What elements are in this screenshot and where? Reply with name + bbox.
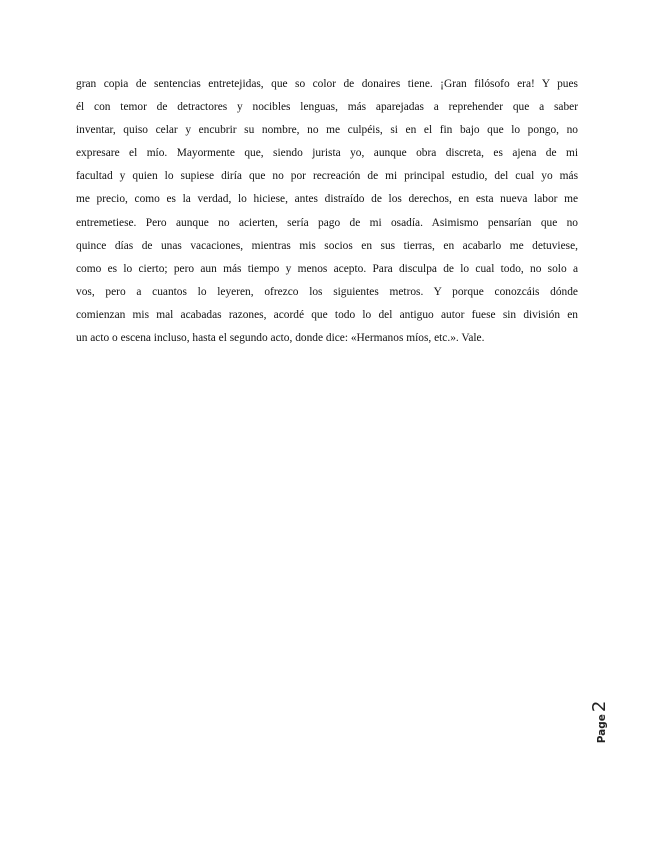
text-line-8: quince días de unas vacaciones, mientras mis socios en sus tierras, en acabarlo me detuviese, xyxy=(76,239,578,252)
text-line-12: un acto o escena incluso, hasta el segundo acto, donde dice: «Hermanos míos, etc.». Vale. xyxy=(76,332,485,345)
text-line-2: él con temor de detractores y nocibles lenguas, más aparejadas a reprehender que a saber xyxy=(76,101,578,114)
text-line-4: expresare el mío. Mayormente que, siendo jurista yo, aunque obra discreta, es ajena de mi xyxy=(76,147,578,160)
page-number-value: 2 xyxy=(589,700,610,713)
text-line-1: gran copia de sentencias entretejidas, que so color de donaires tiene. ¡Gran filósofo era! Y pues xyxy=(76,78,578,90)
text-line-6: me precio, como es la verdad, lo hiciese, antes distraído de los derechos, en esta nueva labor me xyxy=(76,193,578,206)
text-line-10: vos, pero a cuantos lo leyeren, ofrezco los siguientes metros. Y porque conozcáis dónde xyxy=(76,285,578,298)
text-line-9: como es lo cierto; pero aun más tiempo y menos acepto. Para disculpa de lo cual todo, no solo a xyxy=(76,262,578,275)
text-line-11: comienzan mis mal acabadas razones, acordé que todo lo del antiguo autor fuese sin división en xyxy=(76,308,578,321)
page-label: Page xyxy=(596,714,608,744)
text-line-5: facultad y quien lo supiese diría que no por recreación de mi principal estudio, del cual yo más xyxy=(76,170,578,183)
text-line-3: inventar, quiso celar y encubrir su nombre, no me culpéis, si en el fin bajo que lo pongo, no xyxy=(76,124,578,137)
text-line-7: entremetiese. Pero aunque no acierten, sería pago de mi osadía. Asimismo pensarían que no xyxy=(76,216,578,229)
page-number xyxy=(589,700,633,744)
body-text xyxy=(76,73,578,350)
